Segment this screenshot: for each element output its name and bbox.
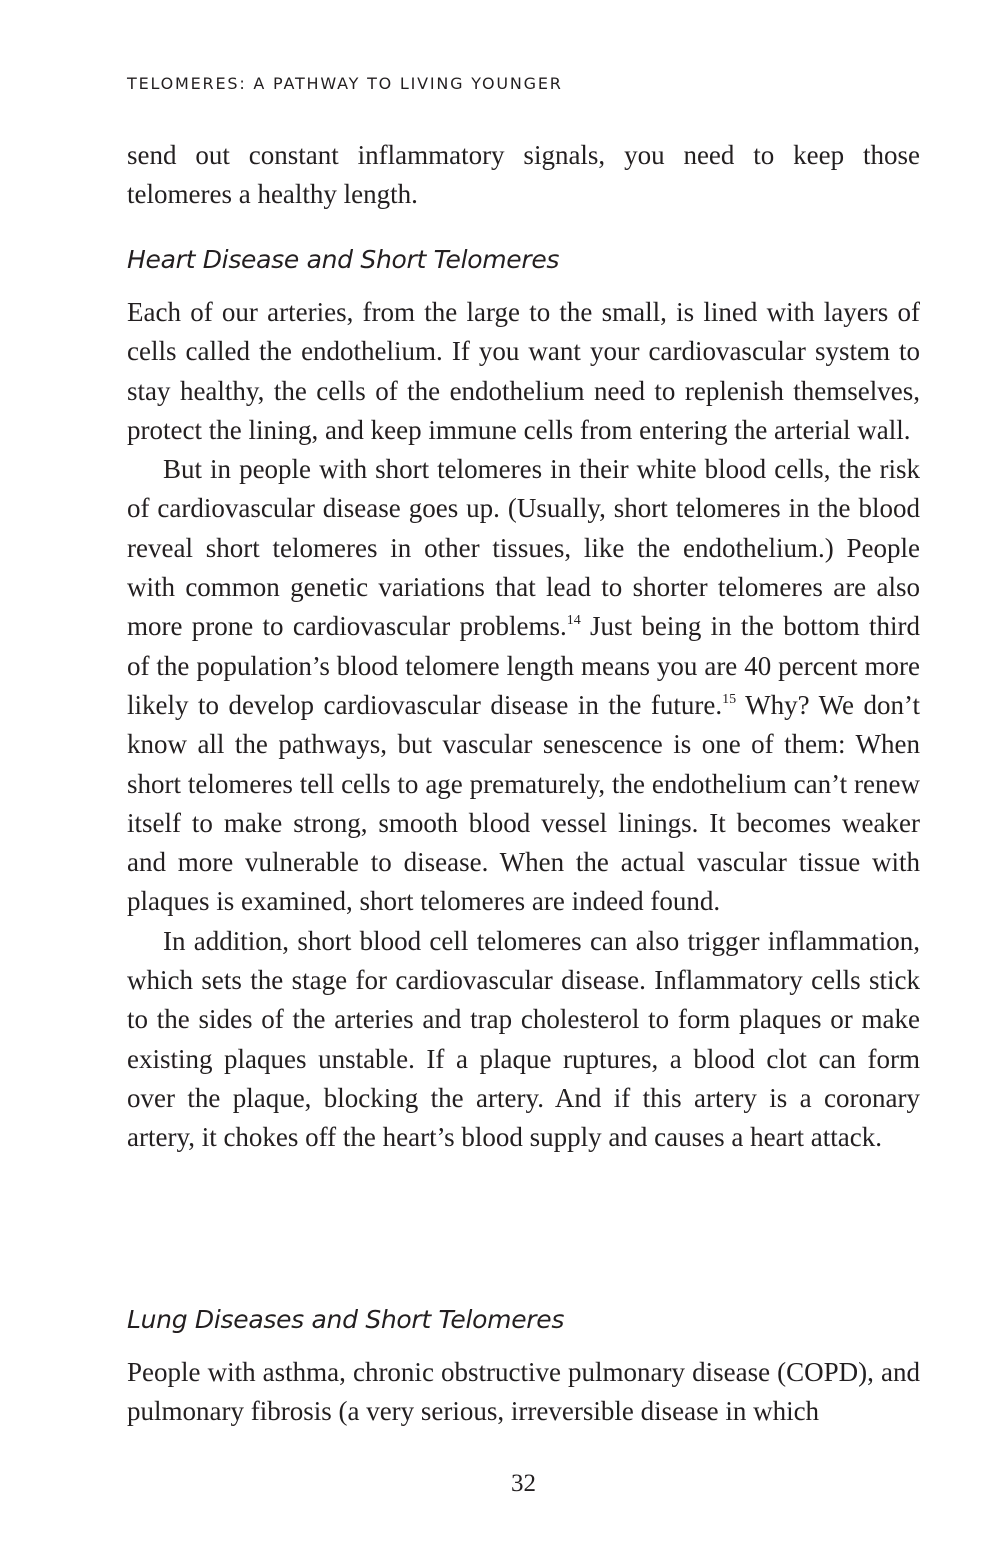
- paragraph-text: Just being in the bottom third of the population’s blood telomere length means you are 40 percent more likely to develop cardiovascular disease in the future.: [127, 611, 920, 720]
- heading-heart-disease: Heart Disease and Short Telomeres: [127, 245, 560, 274]
- running-head: TELOMERES: A PATHWAY TO LIVING YOUNGER: [127, 74, 563, 93]
- intro-continuation-block: [127, 136, 920, 215]
- lung-disease-section-body: [127, 1353, 920, 1432]
- footnote-ref-14: 14: [566, 613, 581, 629]
- paragraph-text: Why? We don’t know all the pathways, but vascular senescence is one of them: When short telomeres tell cells to age prematurely, the endothelium can’t renew itself to make strong, smooth blood vessel linings. It becomes weaker and more vulnerable to disease. When the actual vascular tissue with plaques is examined, short telomeres are indeed found.: [127, 689, 921, 917]
- heading-lung-diseases: Lung Diseases and Short Telomeres: [127, 1305, 565, 1334]
- paragraph: People with asthma, chronic obstructive pulmonary disease (COPD), and pulmonary fibrosis (a very serious, irreversible disease in which: [127, 1357, 920, 1427]
- paragraph: [127, 450, 920, 922]
- paragraph: send out constant inflammatory signals, you need to keep those telomeres a healthy length.: [127, 140, 920, 210]
- paragraph: In addition, short blood cell telomeres can also trigger inflammation, which sets the stage for cardiovascular disease. Inflammatory cells stick to the sides of the arteries and trap cholesterol to form plaques or make existing plaques unstable. If a plaque ruptures, a blood clot can form over the plaque, blocking the artery. And if this artery is a coronary artery, it chokes off the heart’s blood supply and causes a heart attack.: [127, 925, 920, 1153]
- page-number: 32: [511, 1470, 536, 1497]
- paragraph: Each of our arteries, from the large to the small, is lined with layers of cells called the endothelium. If you want your cardiovascular system to stay healthy, the cells of the endothelium need to replenish themselves, protect the lining, and keep immune cells from entering the arterial wall.: [127, 297, 920, 445]
- footnote-ref-15: 15: [722, 691, 737, 707]
- paragraph-text: But in people with short telomeres in their white blood cells, the risk of cardiovascular disease goes up. (Usually, short telomeres in the blood reveal short telomeres in other tissues, like the endothelium.) People with common genetic variations that lead to shorter telomeres are also more prone to cardiovascular problems.: [127, 454, 920, 642]
- heart-disease-section-body: [127, 293, 920, 1158]
